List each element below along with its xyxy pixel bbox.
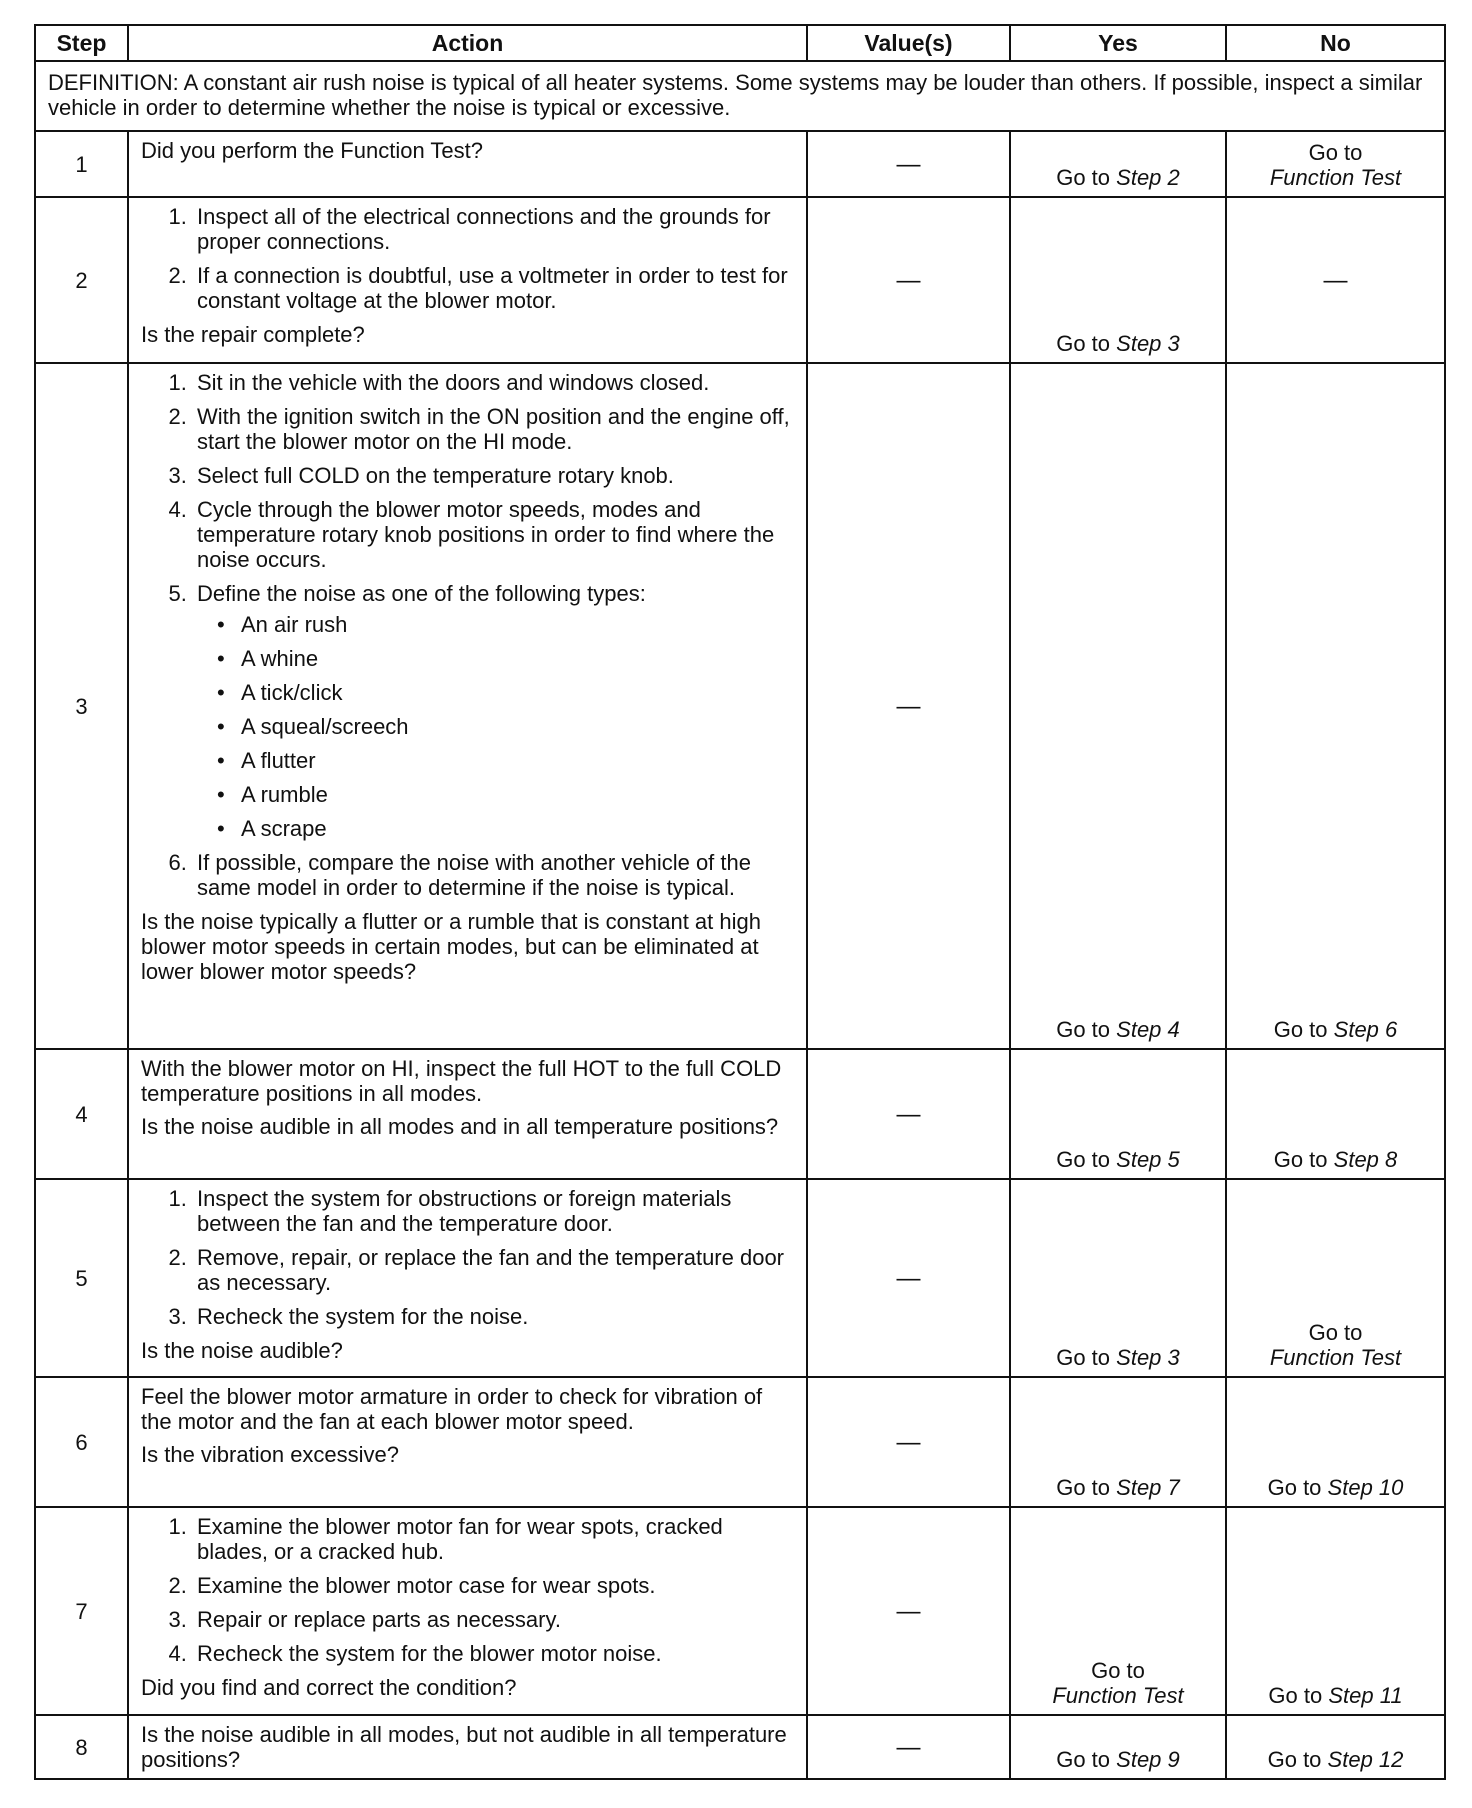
no-cell — [1226, 1049, 1445, 1179]
list-item: 4. Cycle through the blower motor speeds, modes and temperature rotary knob positions in order to find where the noise occurs. — [193, 497, 794, 572]
action-cell — [128, 197, 807, 363]
no-cell — [1226, 1377, 1445, 1507]
bullet-item: • A scrape — [237, 816, 794, 841]
header-step: Step — [35, 25, 128, 61]
no-target: Step 11 — [1328, 1683, 1403, 1708]
list-item: 6. If possible, compare the noise with another vehicle of the same model in order to determine if the noise is typical. — [193, 850, 794, 900]
table-row — [35, 1179, 1445, 1377]
goto-text: Go to — [1056, 1475, 1111, 1500]
definition-text: DEFINITION: A constant air rush noise is typical of all heater systems. Some systems may be louder than others. If possible, inspect a similar vehicle in order to determine whether the noise is typical or excessive. — [35, 61, 1445, 131]
list-item: 2. Remove, repair, or replace the fan and the temperature door as necessary. — [193, 1245, 794, 1295]
no-cell: — — [1226, 197, 1445, 363]
bullet-item: • A whine — [237, 646, 794, 671]
no-cell — [1226, 1507, 1445, 1715]
value-cell: — — [807, 197, 1010, 363]
action-cell — [128, 1377, 807, 1507]
action-question: Did you perform the Function Test? — [141, 138, 483, 163]
yes-target: Step 9 — [1116, 1747, 1180, 1772]
yes-cell — [1010, 1377, 1226, 1507]
step-number: 8 — [35, 1715, 128, 1779]
step-number: 6 — [35, 1377, 128, 1507]
list-item: 1. Sit in the vehicle with the doors and windows closed. — [193, 370, 794, 395]
header-no: No — [1226, 25, 1445, 61]
goto-text: Go to — [1056, 1147, 1111, 1172]
table-row — [35, 131, 1445, 197]
list-item: 4. Recheck the system for the blower motor noise. — [193, 1641, 794, 1666]
action-question: Did you find and correct the condition? — [141, 1675, 517, 1700]
action-cell — [128, 1715, 807, 1779]
goto-text: Go to — [1273, 1147, 1328, 1172]
action-cell — [128, 1507, 807, 1715]
no-target: Step 12 — [1327, 1747, 1404, 1772]
no-target: Step 6 — [1333, 1017, 1398, 1042]
action-cell — [128, 1049, 807, 1179]
action-text: With the blower motor on HI, inspect the full HOT to the full COLD temperature positions in all modes. — [141, 1056, 782, 1106]
header-yes: Yes — [1010, 25, 1226, 61]
value-cell: — — [807, 131, 1010, 197]
goto-text: Go to — [1267, 1747, 1322, 1772]
step-number: 5 — [35, 1179, 128, 1377]
no-target: Step 8 — [1333, 1147, 1398, 1172]
table-row — [35, 197, 1445, 363]
list-item-text: Define the noise as one of the following types: — [197, 581, 646, 606]
definition-row — [35, 61, 1445, 131]
header-action: Action — [128, 25, 807, 61]
bullet-item: • An air rush — [237, 612, 794, 637]
list-item: 1. Examine the blower motor fan for wear spots, cracked blades, or a cracked hub. — [193, 1514, 794, 1564]
no-cell — [1226, 131, 1445, 197]
action-list — [141, 1186, 794, 1329]
yes-target: Step 3 — [1116, 331, 1180, 356]
step-number: 2 — [35, 197, 128, 363]
table-row — [35, 1049, 1445, 1179]
yes-target: Step 4 — [1116, 1017, 1180, 1042]
table-row — [35, 1507, 1445, 1715]
action-list — [141, 370, 794, 900]
list-item: 3. Select full COLD on the temperature rotary knob. — [193, 463, 794, 488]
bullet-item: • A rumble — [237, 782, 794, 807]
yes-cell — [1010, 131, 1226, 197]
no-target: Step 10 — [1327, 1475, 1404, 1500]
no-cell — [1226, 363, 1445, 1049]
list-item: 3. Repair or replace parts as necessary. — [193, 1607, 794, 1632]
yes-target: Step 5 — [1116, 1147, 1180, 1172]
no-target: Function Test — [1269, 1345, 1402, 1370]
step-number: 7 — [35, 1507, 128, 1715]
list-item: 1. Inspect the system for obstructions or foreign materials between the fan and the temperature door. — [193, 1186, 794, 1236]
goto-text: Go to — [1056, 1017, 1111, 1042]
yes-cell — [1010, 1179, 1226, 1377]
step-number: 1 — [35, 131, 128, 197]
goto-text: Go to — [1091, 1658, 1145, 1683]
table-row — [35, 1377, 1445, 1507]
table-row — [35, 1715, 1445, 1779]
action-question: Is the vibration excessive? — [141, 1442, 400, 1467]
header-values: Value(s) — [807, 25, 1010, 61]
diagnostic-table — [34, 24, 1446, 1780]
action-question: Is the noise audible? — [141, 1338, 343, 1363]
list-item: 2. Examine the blower motor case for wear spots. — [193, 1573, 794, 1598]
action-list — [141, 204, 794, 313]
yes-cell — [1010, 197, 1226, 363]
action-list — [141, 1514, 794, 1666]
action-cell — [128, 131, 807, 197]
no-cell — [1226, 1715, 1445, 1779]
list-item — [193, 581, 794, 841]
step-number: 3 — [35, 363, 128, 1049]
action-question: Is the repair complete? — [141, 322, 365, 347]
action-cell — [128, 1179, 807, 1377]
no-cell — [1226, 1179, 1445, 1377]
action-question: Is the noise audible in all modes, but not audible in all temperature positions? — [141, 1722, 787, 1772]
value-cell: — — [807, 1049, 1010, 1179]
goto-text: Go to — [1268, 1683, 1323, 1708]
bullet-item: • A squeal/screech — [237, 714, 794, 739]
action-question: Is the noise typically a flutter or a rumble that is constant at high blower motor speeds in certain modes, but can be eliminated at lower blower motor speeds? — [141, 909, 761, 984]
yes-target: Step 7 — [1116, 1475, 1180, 1500]
step-number: 4 — [35, 1049, 128, 1179]
yes-cell — [1010, 1507, 1226, 1715]
value-cell: — — [807, 1715, 1010, 1779]
header-row — [35, 25, 1445, 61]
goto-text: Go to — [1056, 331, 1111, 356]
list-item: 2. With the ignition switch in the ON position and the engine off, start the blower motor on the HI mode. — [193, 404, 794, 454]
goto-text: Go to — [1273, 1017, 1328, 1042]
list-item: 1. Inspect all of the electrical connections and the grounds for proper connections. — [193, 204, 794, 254]
noise-types-list — [197, 612, 794, 841]
value-cell: — — [807, 363, 1010, 1049]
action-cell — [128, 363, 807, 1049]
goto-text: Go to — [1308, 140, 1363, 165]
value-cell: — — [807, 1377, 1010, 1507]
list-item: 2. If a connection is doubtful, use a voltmeter in order to test for constant voltage at the blower motor. — [193, 263, 794, 313]
goto-text: Go to — [1267, 1475, 1322, 1500]
yes-cell — [1010, 1715, 1226, 1779]
goto-text: Go to — [1056, 165, 1111, 190]
goto-text: Go to — [1056, 1345, 1111, 1370]
yes-cell — [1010, 363, 1226, 1049]
action-text: Feel the blower motor armature in order to check for vibration of the motor and the fan at each blower motor speed. — [141, 1384, 763, 1434]
yes-cell — [1010, 1049, 1226, 1179]
table-row — [35, 363, 1445, 1049]
action-question: Is the noise audible in all modes and in all temperature positions? — [141, 1114, 779, 1139]
bullet-item: • A flutter — [237, 748, 794, 773]
list-item: 3. Recheck the system for the noise. — [193, 1304, 794, 1329]
value-cell: — — [807, 1507, 1010, 1715]
yes-target: Step 3 — [1116, 1345, 1180, 1370]
no-target: Function Test — [1269, 165, 1402, 190]
goto-text: Go to — [1308, 1320, 1363, 1345]
yes-target: Step 2 — [1116, 165, 1180, 190]
yes-target: Function Test — [1052, 1683, 1184, 1708]
goto-text: Go to — [1056, 1747, 1111, 1772]
bullet-item: • A tick/click — [237, 680, 794, 705]
value-cell: — — [807, 1179, 1010, 1377]
